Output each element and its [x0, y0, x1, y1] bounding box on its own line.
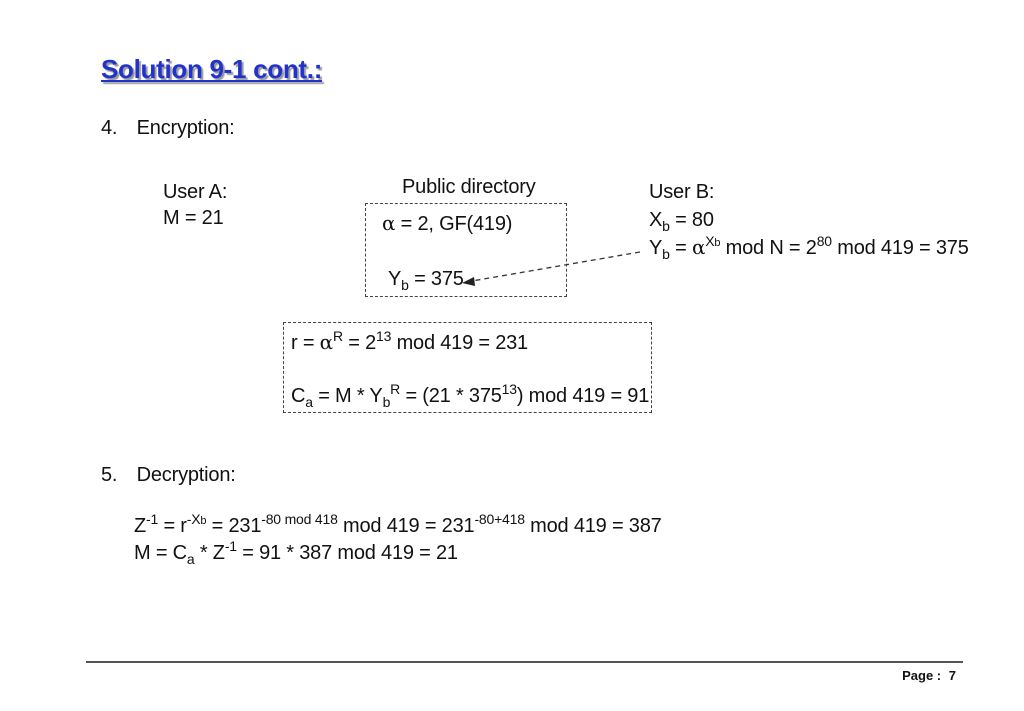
user-a-label: User A: [163, 181, 228, 203]
ca-sub: a [305, 394, 313, 410]
ca-exponent-13: 13 [501, 381, 517, 397]
yb-sub: b [382, 394, 391, 410]
slide-title: Solution 9-1 cont.: [101, 54, 323, 84]
z-inverse-equation [134, 511, 662, 538]
ca-c: C [291, 385, 306, 407]
alpha-symbol: α [691, 235, 706, 259]
yb-sub: b [401, 277, 409, 293]
user-a-message: M = 21 [163, 207, 224, 229]
decryption-number: 5. [101, 464, 118, 486]
user-b-label: User B: [649, 181, 715, 203]
ca-exponent-r: R [390, 381, 401, 397]
r-exponent: R [332, 328, 343, 344]
xb-sub: b [662, 218, 670, 234]
encryption-number: 4. [101, 117, 118, 139]
z-eq-231: = 231 [211, 515, 262, 537]
z-symbol: Z [134, 515, 147, 537]
yb-y: Y [388, 268, 402, 290]
yb-y: Y [649, 237, 663, 259]
m-mid: * Z [199, 542, 225, 564]
r-equation [291, 330, 528, 355]
page-indicator [902, 668, 956, 683]
xb-exponent: Xb [705, 233, 721, 249]
m-eq-c: M = C [134, 542, 187, 564]
z-eq-r: = r [163, 515, 187, 537]
r-mid: = 2 [348, 332, 377, 354]
yb-exp: 80 [816, 233, 832, 249]
arrow-head [462, 277, 475, 286]
r-prefix: r = [291, 332, 315, 354]
page-label: Page : [902, 668, 942, 683]
yb-value: = 375 [414, 268, 464, 290]
z-mid: mod 419 = 231 [343, 515, 475, 537]
yb-sub: b [662, 246, 670, 262]
ca-sub: a [186, 551, 195, 567]
z-exponent-2: -80+418 [474, 511, 525, 527]
arrow-line [472, 252, 640, 281]
decryption-label: Decryption: [136, 464, 236, 486]
alpha-symbol: α [382, 211, 396, 235]
z-exponent: -1 [146, 511, 159, 527]
r-neg-exponent: -Xb [186, 511, 207, 527]
user-b-public-key: $Y_b = \alpha^{Xb}$ mod $N = 2^{80}$ mod 419 = 375 [649, 233, 969, 262]
yb-mod-text: mod N = 2 [725, 237, 817, 259]
m-z-exponent: -1 [224, 538, 237, 554]
alpha-value: = 2, GF(419) [400, 213, 513, 235]
ca-mid: = M * Y [318, 385, 383, 407]
m-result: = 91 * 387 mod 419 = 21 [242, 542, 458, 564]
ca-equation [291, 381, 650, 410]
xb-value: = 80 [675, 209, 714, 231]
alpha-symbol: α [319, 330, 333, 354]
encryption-label: Encryption: [136, 117, 235, 139]
page-number: 7 [948, 668, 956, 683]
z-exponent-1: -80 mod 418 [261, 511, 338, 527]
public-directory-label: Public directory [402, 176, 536, 198]
ca-result: ) mod 419 = 91 [516, 385, 650, 407]
ca-paren: = (21 * 375 [405, 385, 502, 407]
m-recovery-equation [134, 538, 458, 567]
yb-result: mod 419 = 375 [837, 237, 969, 259]
z-result: mod 419 = 387 [530, 515, 662, 537]
footer-divider [86, 661, 963, 663]
r-exponent-13: 13 [376, 328, 392, 344]
xb-x: X [649, 209, 663, 231]
r-result: mod 419 = 231 [396, 332, 528, 354]
decryption-heading [101, 463, 236, 487]
